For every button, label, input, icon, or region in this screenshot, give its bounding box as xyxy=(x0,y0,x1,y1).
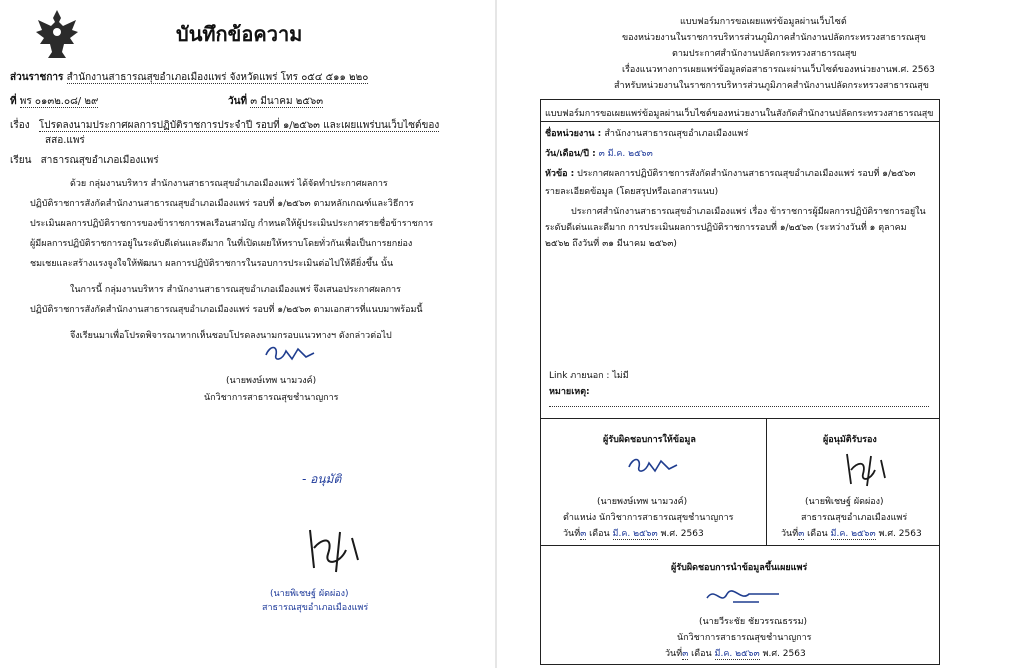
to-label: เรียน xyxy=(10,155,32,166)
form-header-line: ของหน่วยงานในราชการบริหารส่วนภูมิภาคสำนักงานปลัดกระทรวงสาธารณสุข xyxy=(622,33,926,43)
date-day: ๓ xyxy=(682,649,689,659)
box-rule xyxy=(541,545,939,546)
signature-approver xyxy=(841,448,891,490)
approver-date xyxy=(781,526,922,540)
topic-value: ประกาศผลการปฏิบัติราชการสังกัดสำนักงานสาธารณสุขอำเภอเมืองแพร่ รอบที่ ๑/๒๕๖๓ xyxy=(577,169,916,179)
provider-name: (นายพงษ์เทพ นามวงค์) xyxy=(597,497,688,507)
signature-phichet xyxy=(300,520,370,580)
memo-page xyxy=(0,0,490,668)
garuda-emblem xyxy=(32,8,82,60)
ref-label: ที่ xyxy=(10,96,17,107)
month-label: เดือน xyxy=(691,649,712,659)
date-month: มี.ค. ๒๕๖๓ xyxy=(612,529,658,539)
publisher-date xyxy=(665,646,806,660)
approver-header: ผู้อนุมัติรับรอง xyxy=(823,435,877,445)
subject-line-2: สสอ.แพร่ xyxy=(45,135,85,146)
agency-value: สำนักงานสาธารณสุขอำเภอเมืองแพร่ xyxy=(604,129,749,139)
form-header-line: สำหรับหน่วยงานในราชการบริหารส่วนภูมิภาคสำนักงานปลัดกระทรวงสาธารณสุข xyxy=(614,81,929,91)
para1-line: ด้วย กลุ่มงานบริหาร สำนักงานสาธารณสุขอำเภอเมืองแพร่ ได้จัดทำประกาศผลการ xyxy=(70,179,388,189)
ref-value: พร ๐๑๓๒.๐๘/ ๒๙ xyxy=(19,96,99,107)
date-row xyxy=(228,94,323,109)
form-header-line: เรื่องแนวทางการเผยแพร่ข้อมูลต่อสาธารณะผ่านเว็บไซต์ของหน่วยงานพ.ศ. 2563 xyxy=(622,65,935,75)
approver-title: สาธารณสุขอำเภอเมืองแพร่ xyxy=(262,603,369,613)
date-value: ๓ มีนาคม ๒๕๖๓ xyxy=(250,96,324,107)
handwritten-approval: - อนุมัติ xyxy=(302,472,342,486)
remark-dotted-line xyxy=(549,406,929,407)
form-header-line: ตามประกาศสำนักงานปลัดกระทรวงสาธารณสุข xyxy=(672,49,857,59)
ref-row xyxy=(10,94,98,109)
link-value: ไม่มี xyxy=(612,371,629,381)
para1-line: ประเมินผลการปฏิบัติราชการของข้าราชการพลเรือนสามัญ กำหนดให้ผู้ประเมินประกาศรายชื่อข้าราชการ xyxy=(30,219,434,229)
detail-line: ๒๕๖๒ ถึงวันที่ ๓๑ มีนาคม ๒๕๖๓) xyxy=(545,239,677,249)
date-year: พ.ศ. 2563 xyxy=(878,529,922,539)
subject-line-1: โปรดลงนามประกาศผลการปฏิบัติราชการประจำปี รอบที่ ๑/๒๕๖๓ และเผยแพร่บนเว็บไซต์ของ xyxy=(38,120,440,131)
date-day: ๓ xyxy=(580,529,587,539)
box-title: แบบฟอร์มการขอเผยแพร่ข้อมูลผ่านเว็บไซต์ของหน่วยงานในสังกัดสำนักงานปลัดกระทรวงสาธารณสุข xyxy=(545,109,934,119)
approver-position: สาธารณสุขอำเภอเมืองแพร่ xyxy=(801,513,908,523)
para2-line: ในการนี้ กลุ่มงานบริหาร สำนักงานสาธารณสุขอำเภอเมืองแพร่ จึงเสนอประกาศผลการ xyxy=(70,285,401,295)
publisher-header: ผู้รับผิดชอบการนำข้อมูลขึ้นเผยแพร่ xyxy=(671,563,808,573)
detail-line: ระดับดีเด่นและดีมาก การประเมินผลการปฏิบัติราชการรอบที่ ๑/๒๕๖๓ (ระหว่างวันที่ ๑ ตุลาคม xyxy=(545,223,907,233)
subject-label: เรื่อง xyxy=(10,120,30,131)
agency-label: ชื่อหน่วยงาน : xyxy=(545,129,602,139)
provider-position: ตำแหน่ง นักวิชาการสาธารณสุขชำนาญการ xyxy=(563,513,734,523)
box-rule xyxy=(541,121,939,122)
para1-line: ปฏิบัติราชการสังกัดสำนักงานสาธารณสุขอำเภอเมืองแพร่ รอบที่ ๑/๒๕๖๓ ตามหลักเกณฑ์และวิธีการ xyxy=(30,199,414,209)
dept-row xyxy=(10,70,368,85)
detail-label: รายละเอียดข้อมูล (โดยสรุปหรือเอกสารแนบ) xyxy=(545,187,719,197)
remark-label: หมายเหตุ: xyxy=(549,387,590,397)
to-value: สาธารณสุขอำเภอเมืองแพร่ xyxy=(40,155,159,166)
signature-publisher xyxy=(703,580,783,610)
provider-header: ผู้รับผิดชอบการให้ข้อมูล xyxy=(603,435,696,445)
date-year: พ.ศ. 2563 xyxy=(660,529,704,539)
detail-line: ประกาศสำนักงานสาธารณสุขอำเภอเมืองแพร่ เรื่อง ข้าราชการผู้มีผลการปฏิบัติราชการอยู่ใน xyxy=(571,207,926,217)
signature-provider xyxy=(625,455,681,477)
month-label: เดือน xyxy=(807,529,828,539)
dept-value: สำนักงานสาธารณสุขอำเภอเมืองแพร่ จังหวัดแพร่ โทร ๐๕๔ ๕๑๑ ๒๒๐ xyxy=(66,72,369,83)
signer-title: นักวิชาการสาธารณสุขชำนาญการ xyxy=(204,393,339,403)
month-label: เดือน xyxy=(589,529,610,539)
form-box xyxy=(540,99,940,665)
topic-row xyxy=(545,166,916,180)
para1-line: ผู้มีผลการปฏิบัติราชการอยู่ในระดับดีเด่นและดีมาก ในที่เปิดเผยให้ทราบโดยทั่วกันเพื่อเป็นการยกย่อง xyxy=(30,239,413,249)
approver-name: (นายพิเชษฐ์ ผัดผ่อง) xyxy=(805,497,884,507)
provider-date xyxy=(563,526,704,540)
topic-label: หัวข้อ : xyxy=(545,169,575,179)
to-row xyxy=(10,153,159,168)
date-row xyxy=(545,146,653,160)
form-page xyxy=(502,0,1024,668)
date-prefix: วันที่ xyxy=(665,649,683,659)
agency-row xyxy=(545,126,748,140)
dept-label: ส่วนราชการ xyxy=(10,72,64,83)
date-day: ๓ xyxy=(798,529,805,539)
box-rule xyxy=(766,418,767,545)
date-month: มี.ค. ๒๕๖๓ xyxy=(830,529,876,539)
subject-row xyxy=(10,118,439,133)
date-value: ๓ มี.ค. ๒๕๖๓ xyxy=(598,149,653,159)
page-divider xyxy=(495,0,497,668)
date-label: วัน/เดือน/ปี : xyxy=(545,149,596,159)
approver-name: (นายพิเชษฐ์ ผัดผ่อง) xyxy=(270,589,349,599)
publisher-position: นักวิชาการสาธารณสุขชำนาญการ xyxy=(677,633,812,643)
para2-line: ปฏิบัติราชการสังกัดสำนักงานสาธารณสุขอำเภอเมืองแพร่ รอบที่ ๑/๒๕๖๓ ตามเอกสารที่แนบมาพร้อมนี้ xyxy=(30,305,423,315)
date-prefix: วันที่ xyxy=(563,529,581,539)
signature-pongthep xyxy=(262,343,318,365)
box-rule xyxy=(541,418,939,419)
date-year: พ.ศ. 2563 xyxy=(762,649,806,659)
link-row xyxy=(549,368,629,382)
signer-name: (นายพงษ์เทพ นามวงค์) xyxy=(226,376,317,386)
publisher-name: (นายวีระชัย ชัยวรรณธรรม) xyxy=(699,617,808,627)
para3: จึงเรียนมาเพื่อโปรดพิจารณาหากเห็นชอบโปรดลงนามกรอบแนวทางฯ ดังกล่าวต่อไป xyxy=(70,331,392,341)
form-header-line: แบบฟอร์มการขอเผยแพร่ข้อมูลผ่านเว็บไซต์ xyxy=(680,17,847,27)
memo-title: บันทึกข้อความ xyxy=(176,22,303,46)
link-label: Link ภายนอก : xyxy=(549,371,610,381)
para1-line: ชมเชยและสร้างแรงจูงใจให้พัฒนา ผลการปฏิบัติราชการในรอบการประเมินต่อไปให้ดียิ่งขึ้น นั้น xyxy=(30,259,394,269)
date-label: วันที่ xyxy=(228,96,248,107)
date-month: มี.ค. ๒๕๖๓ xyxy=(714,649,760,659)
date-prefix: วันที่ xyxy=(781,529,799,539)
